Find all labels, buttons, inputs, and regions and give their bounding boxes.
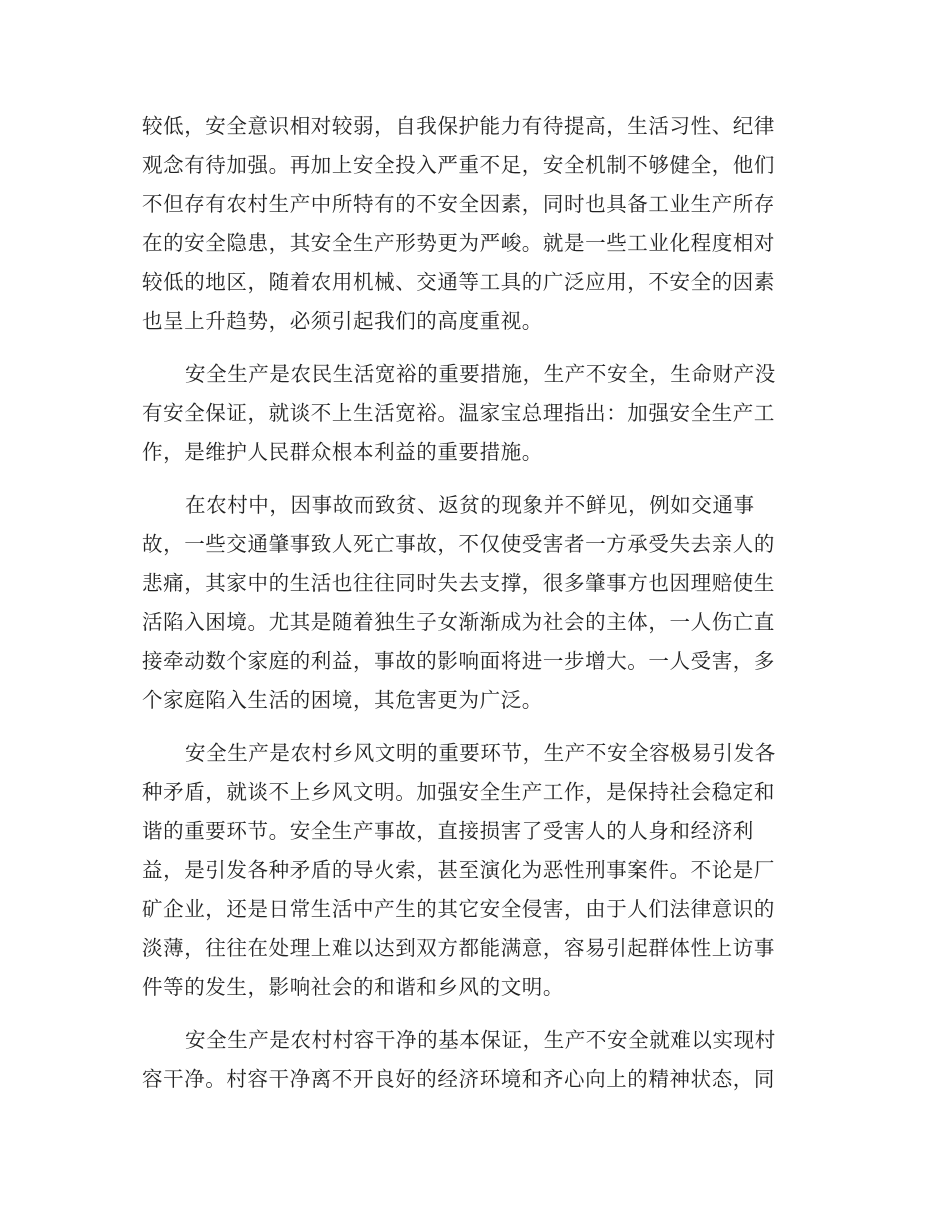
document-body [142,107,802,1113]
text-line: 也呈上升趋势，必须引起我们的高度重视。 [142,309,543,333]
text-line: 悲痛，其家中的生活也往往同时失去支撑，很多肇事方也因理赔使生 [142,571,775,595]
text-line: 在的安全隐患，其安全生产形势更为严峻。就是一些工业化程度相对 [142,231,775,255]
text-line: 淡薄，往往在处理上难以达到双方都能满意，容易引起群体性上访事 [142,936,775,960]
paragraph-5 [142,1021,802,1099]
text-line: 故，一些交通肇事致人死亡事故，不仅使受害者一方承受失去亲人的 [142,532,775,556]
text-line: 安全生产是农村村容干净的基本保证，生产不安全就难以实现村 [185,1028,776,1052]
text-line: 作，是维护人民群众根本利益的重要措施。 [142,440,543,464]
text-line: 有安全保证，就谈不上生活宽裕。温家宝总理指出：加强安全生产工 [142,401,775,425]
text-line: 不但存有农村生产中所特有的不安全因素，同时也具备工业生产所存 [142,192,775,216]
paragraph-4 [142,734,802,1007]
paragraph-1 [142,107,802,341]
text-line: 益，是引发各种矛盾的导火索，甚至演化为恶性刑事案件。不论是厂 [142,858,775,882]
text-line: 矿企业，还是日常生活中产生的其它安全侵害，由于人们法律意识的 [142,897,775,921]
paragraph-3 [142,486,802,720]
text-line: 在农村中，因事故而致贫、返贫的现象并不鲜见，例如交通事 [185,493,755,517]
text-line: 活陷入困境。尤其是随着独生子女渐渐成为社会的主体，一人伤亡直 [142,610,775,634]
text-line: 安全生产是农民生活宽裕的重要措施，生产不安全，生命财产没 [185,362,776,386]
text-line: 谐的重要环节。安全生产事故，直接损害了受害人的人身和经济利 [142,819,754,843]
text-line: 较低的地区，随着农用机械、交通等工具的广泛应用，不安全的因素 [142,270,775,294]
paragraph-2 [142,355,802,472]
text-line: 安全生产是农村乡风文明的重要环节，生产不安全容极易引发各 [185,741,776,765]
text-line: 件等的发生，影响社会的和谐和乡风的文明。 [142,975,564,999]
text-line: 观念有待加强。再加上安全投入严重不足，安全机制不够健全，他们 [142,153,775,177]
text-line: 容干净。村容干净离不开良好的经济环境和齐心向上的精神状态，同 [142,1067,775,1091]
text-line: 较低，安全意识相对较弱，自我保护能力有待提高，生活习性、纪律 [142,114,775,138]
text-line: 接牵动数个家庭的利益，事故的影响面将进一步增大。一人受害，多 [142,649,775,673]
text-line: 种矛盾，就谈不上乡风文明。加强安全生产工作，是保持社会稳定和 [142,780,775,804]
text-line: 个家庭陷入生活的困境，其危害更为广泛。 [142,688,543,712]
